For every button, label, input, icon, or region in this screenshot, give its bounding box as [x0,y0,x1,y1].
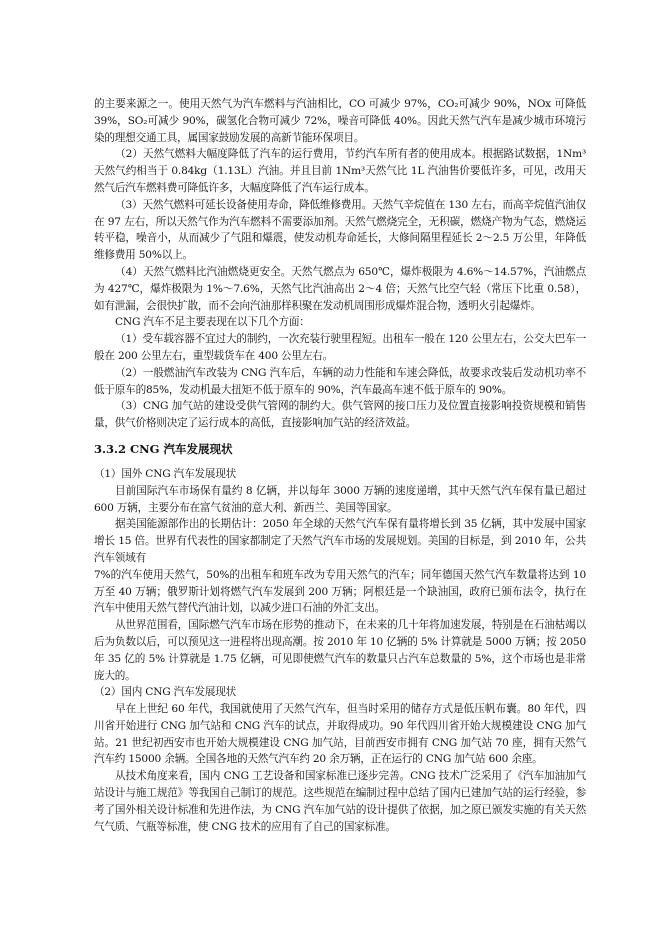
paragraph-operating-cost: （2）天然气燃料大幅度降低了汽车的运行费用，节约汽车所有者的使用成本。根据路试数据，1Nm³天然气约相当于 0.84kg（1.13L）汽油。并且目前 1Nm³天然气比 1L 汽油售价要低许多，可见，改用天然气后汽车燃料费可降低许多，大幅度降低了汽车运行成本。 [94,148,586,194]
paragraph-shortcoming-pipeline: （3）CNG 加气站的建设受供气管网的制约大。供气管网的接口压力及位置直接影响投资规模和销售量，供气价格则决定了运行成本的高低，直接影响加气站的经济效益。 [94,400,586,430]
paragraph-global-market: 目前国际汽车市场保有量约 8 亿辆，并以每年 3000 万辆的速度递增，其中天然气汽车保有量已超过 600 万辆，主要分布在富气贫油的意大利、新西兰、美国等国家。 [94,484,586,514]
section-heading: 3.3.2 CNG 汽车发展现状 [94,441,233,456]
subsection-title-foreign: （1）国外 CNG 汽车发展现状 [94,467,237,480]
paragraph-safety: （4）天然气燃料比汽油燃烧更安全。天然气燃点为 650℃，爆炸极限为 4.6%～14.57%，汽油燃点为 427℃，爆炸极限为 1%～7.6%，天然气比汽油高出 2～4 倍；天然气比空气轻（常压下比重 0.58），如有泄漏，会很快扩散，而不会向汽油那样积聚在发动机周围形成爆炸混合物，透明火引起爆炸。 [94,265,586,312]
paragraph-world-outlook: 从世界范围看，国际燃气汽车市场在形势的推动下，在未来的几十年将加速发展，特别是在石油枯竭以后为负数以后，可以预见这一进程将出现高潮。按 2010 年 10 亿辆的 5% 计算就是 5000 万辆；按 2050 年 35 亿的 5% 计算就是 1.75 亿辆，可见即使燃气汽车的数量只占汽车总数量的 5%，这个市场也是非常庞大的。 [94,619,586,682]
paragraph-shortcomings-intro: CNG 汽车不足主要表现在以下几个方面： [115,316,310,329]
paragraph-equipment-life: （3）天然气燃料可延长设备使用寿命，降低维修费用。天然气辛烷值在 130 左右，而高辛烷值汽油仅在 97 左右，所以天然气作为汽车燃料不需要添加剂。天然气燃烧完全，无积碳，燃烧产物为气态，燃烧运转平稳，噪音小，从而减少了气阻和爆震，使发动机寿命延长，大修间隔里程延长 2～2.5 万公里，年降低维修费用 50%以上。 [94,198,586,262]
subsection-title-domestic: （2）国内 CNG 汽车发展现状 [94,686,237,699]
paragraph-shortcoming-range: （1）受车载容器不宜过大的制约，一次充装行驶里程短。出租车一般在 120 公里左右，公交大巴车一般在 200 公里左右，重型载货车在 400 公里左右。 [94,333,586,362]
paragraph-shortcoming-power: （2）一般燃油汽车改装为 CNG 汽车后，车辆的动力性能和车速会降低，故要求改装后发动机功率不低于原车的85%，发动机最大扭矩不低于原车的 90%，汽车最高车速不低于原车的 90%。 [94,366,586,396]
paragraph-us-estimate: 据美国能源部作出的长期估计：2050 年全球的天然气汽车保有量将增长到 35 亿辆，其中发展中国家增长 15 倍。世界有代表性的国家都制定了天然气汽车市场的发展规划。美国的目标是，到 2010 年，公共汽车领域有 [94,518,586,564]
paragraph-china-history: 早在上世纪 60 年代，我国就使用了天然气汽车，但当时采用的储存方式是低压帆布囊。80 年代，四川省开始进行 CNG 加气站和 CNG 汽车的试点，并取得成功。90 年代四川省开始大规模建设 CNG 加气站。21 世纪初西安市也开始大规模建设 CNG 加气站，目前西安市拥有 CNG 加气站 70 座，拥有天然气汽车约 15000 余辆。全国各地的天然气汽车约 20 余万辆，正在运行的 CNG 加气站 600 余座。 [94,703,586,766]
paragraph-country-plans: 7%的汽车使用天然气，50%的出租车和班车改为专用天然气的汽车；同年德国天然气汽车数量将达到 10 万至 40 万辆；俄罗斯计划将燃气汽车发展到 200 万辆；阿根廷是一个缺油国，政府已颁布法令，执行在汽车中使用天然气替代汽油计划，以减少进口石油的外汇支出。 [94,568,586,615]
document-page [94,96,586,835]
paragraph-china-standards: 从技术角度来看，国内 CNG 工艺设备和国家标准已逐步完善。CNG 技术广泛采用了《汽车加油加气站设计与施工规范》等我国自己制订的规范。这些规范在编制过程中总结了国内已建加气站的运行经验，参考了国外相关设计标准和先进作法，为 CNG 汽车加气站的设计提供了依据，加之原已颁发实施的有关天然气气质、气瓶等标准，使 CNG 技术的应用有了自己的国家标准。 [94,770,586,833]
paragraph-emission-benefits: 的主要来源之一。使用天然气为汽车燃料与汽油相比，CO 可减少 97%，CO₂可减少 90%，NOx 可降低 39%，SO₂可减少 90%，碳氢化合物可减少 72%，噪音可降低 40%。因此天然气汽车是减少城市环境污染的理想交通工具，属国家鼓励发展的高新节能环保项目。 [94,98,586,144]
